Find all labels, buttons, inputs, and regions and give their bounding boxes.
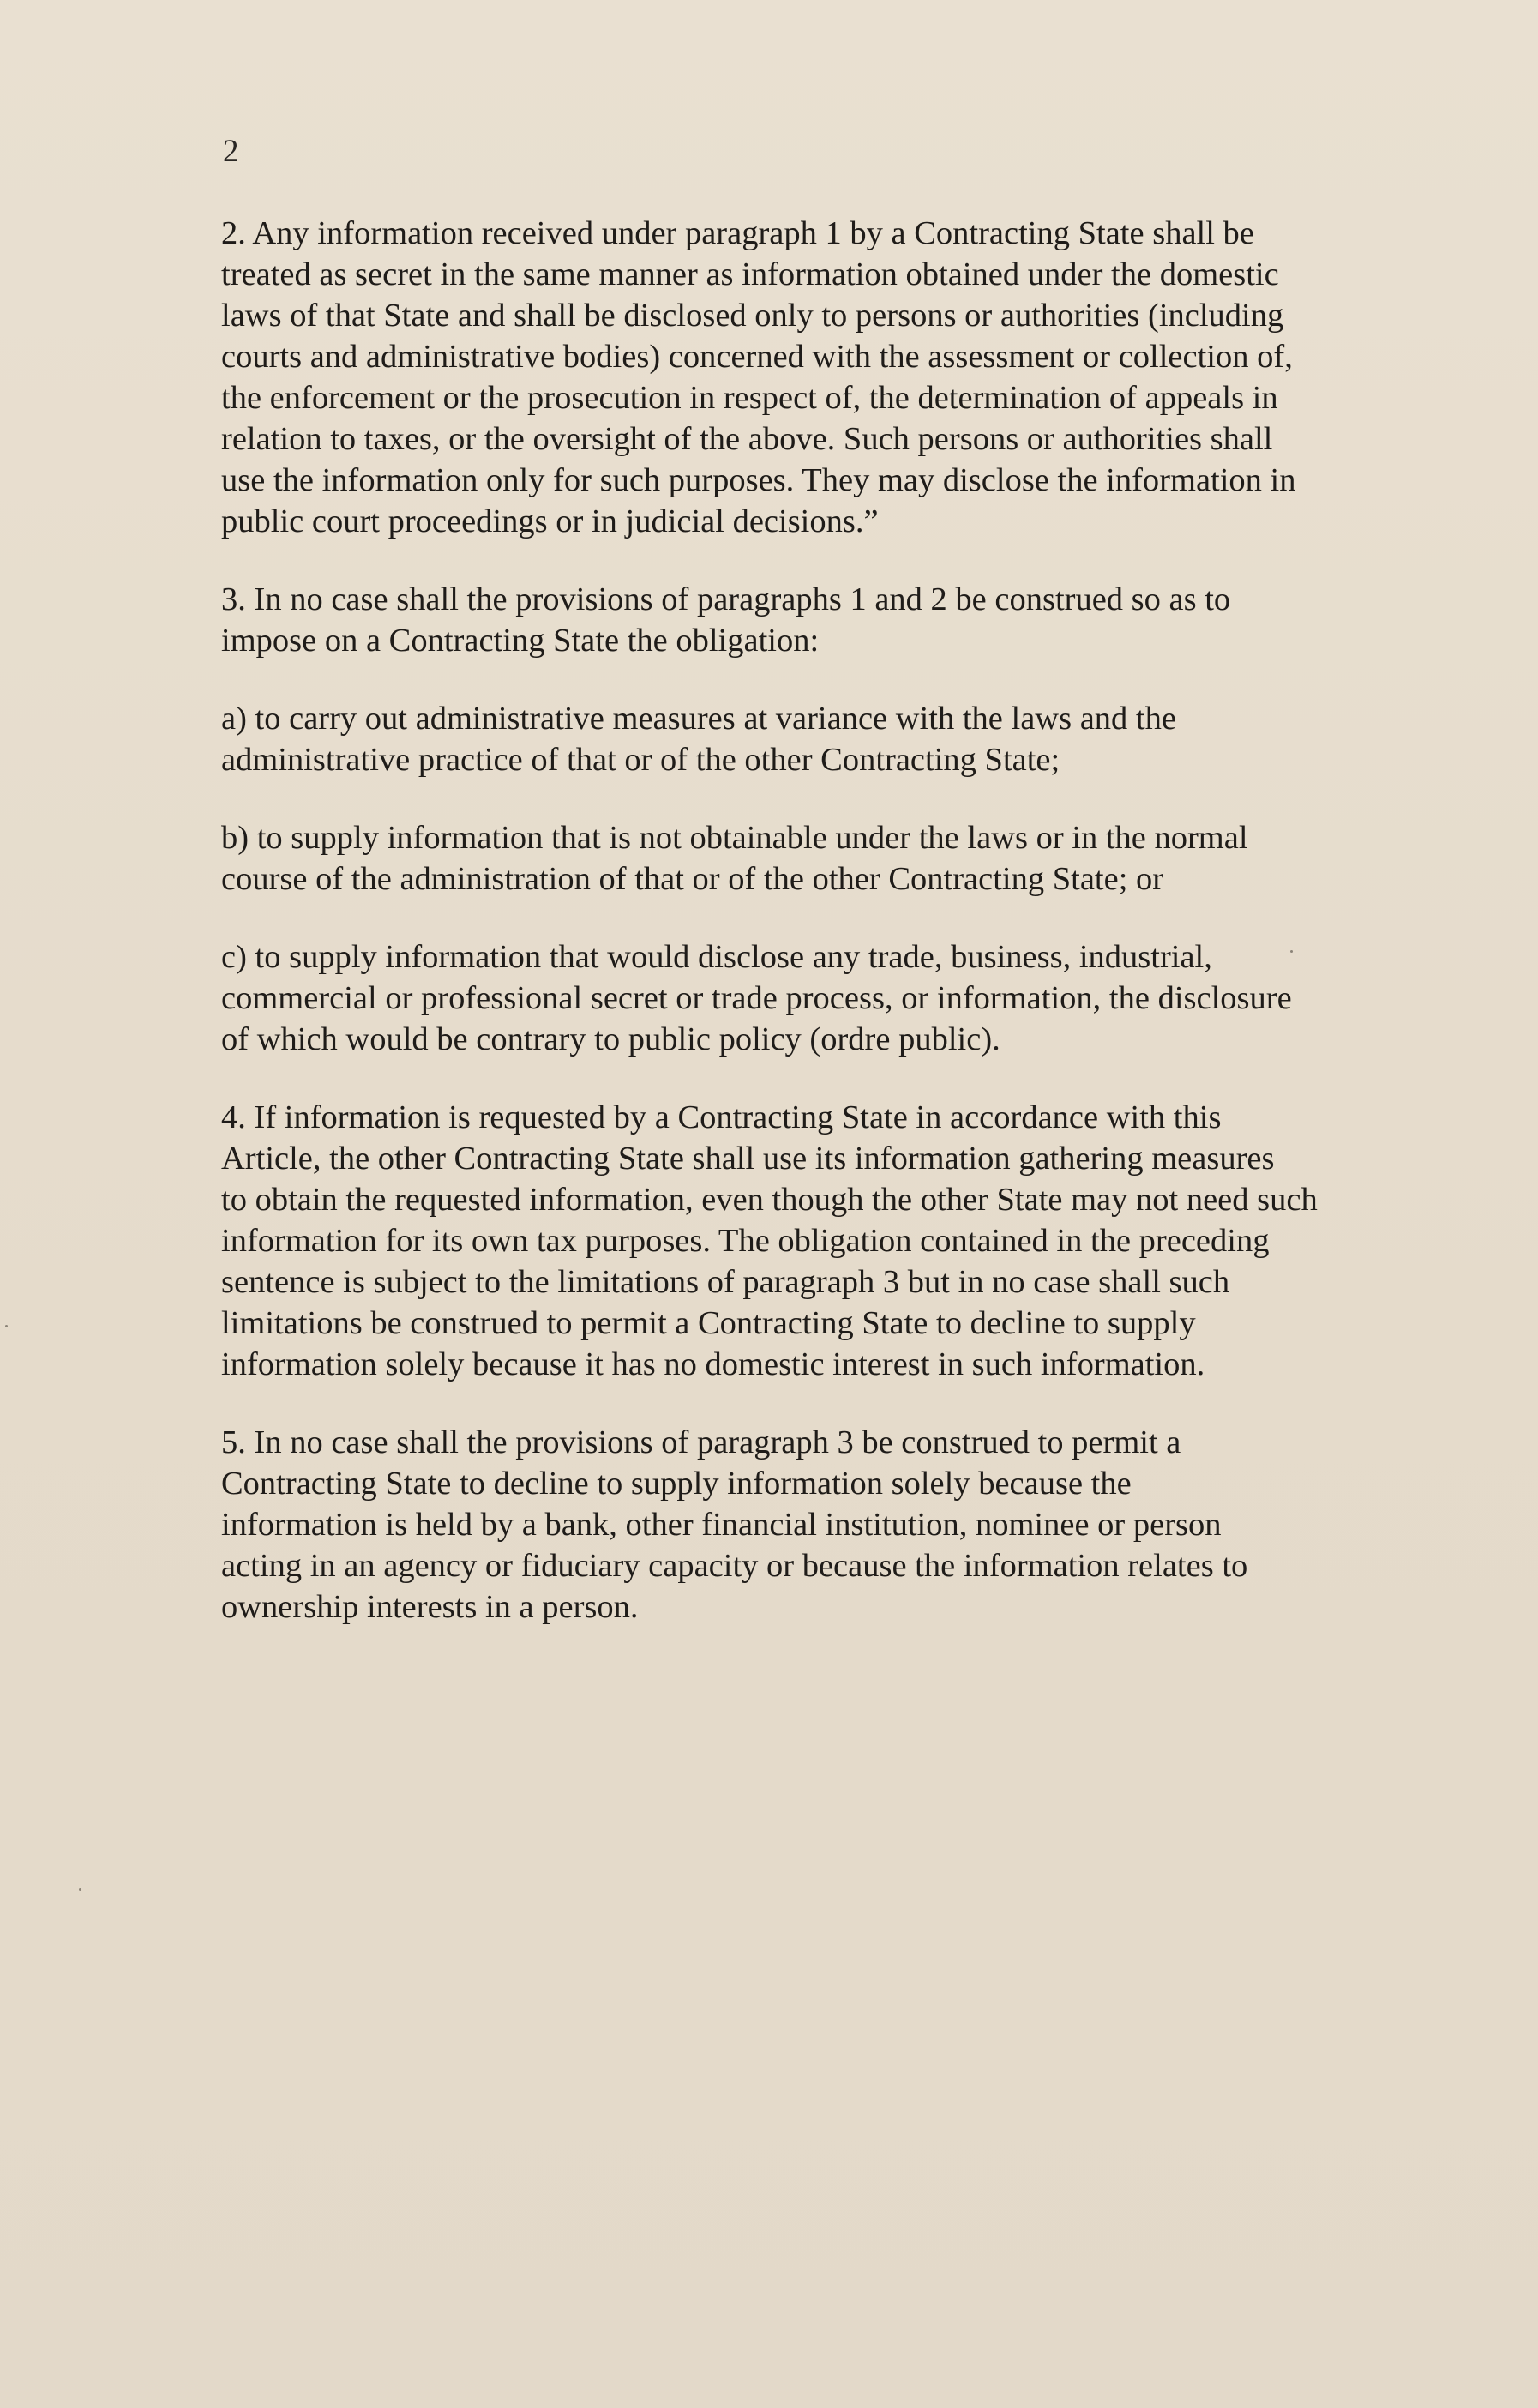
paper-speck (5, 1325, 8, 1327)
paragraph-3c: c) to supply information that would disclose any trade, business, industrial, commercial or professional secret or trade process, or information, the disclosure of which would be contrary to public policy (ordre public). (221, 939, 1292, 1057)
paper-speck (79, 1888, 81, 1891)
paragraph-3b: b) to supply information that is not obtainable under the laws or in the normal course of the administration of that or of the other Contracting State; or (221, 820, 1248, 897)
paragraph-5: 5. In no case shall the provisions of paragraph 3 be construed to permit a Contracting State to decline to supply information solely because the information is held by a bank, other financial institution, nominee or person acting in an agency or fiduciary capacity or because the information relates to ownership interests in a person. (221, 1424, 1248, 1625)
paragraph-2: 2. Any information received under paragraph 1 by a Contracting State shall be treated as secret in the same manner as information obtained under the domestic laws of that State and shall be disclosed only to persons or authorities (including courts and administrative bodies) concerned with the assessment or collection of, the enforcement or the prosecution in respect of, the determination of appeals in relation to taxes, or the oversight of the above. Such persons or authorities shall use the information only for such purposes. They may disclose the information in public court proceedings or in judicial decisions.” (221, 215, 1296, 539)
treaty-article-text (221, 213, 1396, 1665)
paragraph-3: 3. In no case shall the provisions of paragraphs 1 and 2 be construed so as to impose on a Contracting State the obligation: (221, 581, 1231, 659)
paper-speck (1290, 950, 1293, 953)
page-number: 2 (223, 134, 239, 169)
paragraph-3a: a) to carry out administrative measures at variance with the laws and the administrative practice of that or of the other Contracting State; (221, 701, 1176, 778)
paragraph-4: 4. If information is requested by a Contracting State in accordance with this Article, the other Contracting State shall use its information gathering measures to obtain the requested information, even though the other State may not need such information for its own tax purposes. The obligation contained in the preceding sentence is subject to the limitations of paragraph 3 but in no case shall such limitations be construed to permit a Contracting State to decline to supply information solely because it has no domestic interest in such information. (221, 1099, 1318, 1382)
